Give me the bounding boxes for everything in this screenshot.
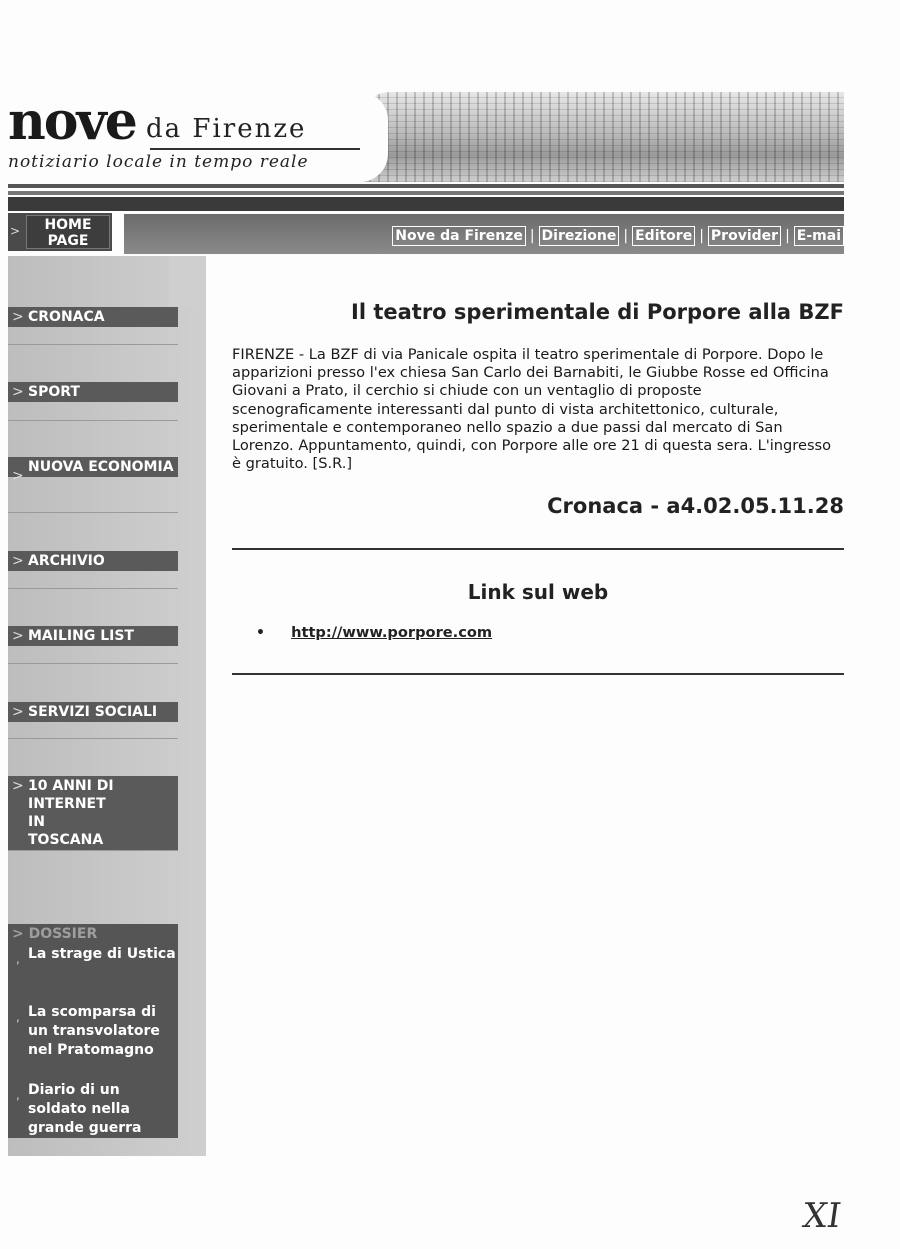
sidebar-item-label: SPORT <box>28 384 80 400</box>
sidebar-item-label: CRONACA <box>28 309 105 325</box>
chevron-right-icon: > <box>12 309 24 325</box>
chevron-right-icon: > <box>12 628 24 644</box>
content-divider <box>232 548 844 550</box>
chevron-right-icon: > <box>12 704 24 720</box>
sidebar-item-label: ARCHIVIO <box>28 553 105 569</box>
sidebar-item-servizi-sociali[interactable] <box>8 702 178 722</box>
list-item <box>256 624 492 641</box>
sidebar-divider <box>8 344 178 345</box>
home-block <box>8 213 112 251</box>
sidebar-divider <box>8 738 178 739</box>
links-list <box>256 624 492 641</box>
logo-main-text: nove <box>8 91 136 152</box>
sidebar-item-sport[interactable] <box>8 382 178 402</box>
top-nav-bar <box>124 214 844 254</box>
header-band <box>8 197 844 211</box>
header-divider <box>8 184 844 188</box>
header-photo-banner <box>360 92 844 182</box>
nav-separator: | <box>529 228 535 244</box>
sidebar-divider <box>8 588 178 589</box>
logo-sub-text: da Firenze <box>146 114 307 144</box>
bullet-icon: , <box>16 1088 20 1102</box>
sidebar-item-nuova-economia[interactable] <box>8 457 178 484</box>
dossier-link-diario-soldato[interactable]: Diario di un soldato nella grande guerra <box>28 1082 142 1136</box>
nav-editore[interactable]: Editore <box>632 226 695 246</box>
nav-separator: | <box>623 228 629 244</box>
nav-separator: | <box>699 228 704 244</box>
nav-email[interactable]: E-mai <box>794 226 844 246</box>
handwritten-note: XI <box>800 1196 844 1236</box>
top-nav <box>392 226 844 246</box>
dossier-box <box>8 924 178 1138</box>
article-title: Il teatro sperimentale di Porpore alla BZF <box>351 300 844 324</box>
dossier-link-ustica[interactable]: La strage di Ustica <box>28 946 176 962</box>
chevron-right-icon: > <box>12 926 24 942</box>
chevron-right-icon: > <box>12 553 24 569</box>
logo-underline <box>150 148 360 150</box>
nav-separator: | <box>785 228 790 244</box>
sidebar-item-10-anni-internet[interactable] <box>8 776 178 850</box>
sidebar-item-archivio[interactable] <box>8 551 178 571</box>
sidebar-divider <box>8 420 178 421</box>
sidebar-item-label: NUOVA ECONOMIA <box>28 459 174 475</box>
site-logo[interactable] <box>8 92 378 184</box>
sidebar-divider <box>8 512 178 513</box>
nav-direzione[interactable]: Direzione <box>539 226 620 246</box>
bullet-icon: , <box>16 952 20 966</box>
sidebar-item-cronaca[interactable] <box>8 307 178 327</box>
sidebar-divider <box>8 850 178 851</box>
chevron-right-icon: > <box>12 384 24 400</box>
links-heading: Link sul web <box>467 580 609 604</box>
home-page-button[interactable]: HOME PAGE <box>26 215 110 249</box>
header-divider <box>8 191 844 195</box>
external-link[interactable]: http://www.porpore.com <box>291 624 493 641</box>
chevron-right-icon: > <box>10 224 21 238</box>
content-divider <box>232 673 844 675</box>
chevron-right-icon: > <box>12 778 24 794</box>
nav-provider[interactable]: Provider <box>708 226 781 246</box>
bullet-icon: , <box>16 1010 20 1024</box>
sidebar-corner <box>170 256 206 306</box>
article-section-date: Cronaca - a4.02.05.11.28 <box>547 494 844 518</box>
nav-nove-da-firenze[interactable]: Nove da Firenze <box>392 226 526 246</box>
dossier-title-text: DOSSIER <box>28 926 98 942</box>
dossier-link-transvolatore[interactable]: La scomparsa di un transvolatore nel Pratomagno <box>28 1004 160 1058</box>
chevron-right-icon: > <box>12 468 24 484</box>
sidebar-item-mailing-list[interactable] <box>8 626 178 646</box>
logo-tagline: notiziario locale in tempo reale <box>8 152 309 172</box>
dossier-title <box>12 926 97 942</box>
sidebar-item-label: 10 ANNI DI INTERNET IN TOSCANA <box>28 778 114 848</box>
article-body: FIRENZE - La BZF di via Panicale ospita il teatro sperimentale di Porpore. Dopo le apparizioni presso l'ex chiesa San Carlo dei Barnabiti, le Giubbe Rosse ed Officina Giovani a Prato, il cerchio si chiude con un ventaglio di proposte scenograficamente interessanti dal punto di vista architettonico, culturale, sperimentale e contemporaneo nello spazio a due passi dal mercato di San Lorenzo. Appuntamento, quindi, con Porpore alle ore 21 di questa sera. L'ingresso è gratuito. [S.R.] <box>232 346 832 473</box>
sidebar-item-label: SERVIZI SOCIALI <box>28 704 158 720</box>
bullet-icon: • <box>256 625 265 641</box>
sidebar-item-label: MAILING LIST <box>28 628 134 644</box>
sidebar-divider <box>8 663 178 664</box>
